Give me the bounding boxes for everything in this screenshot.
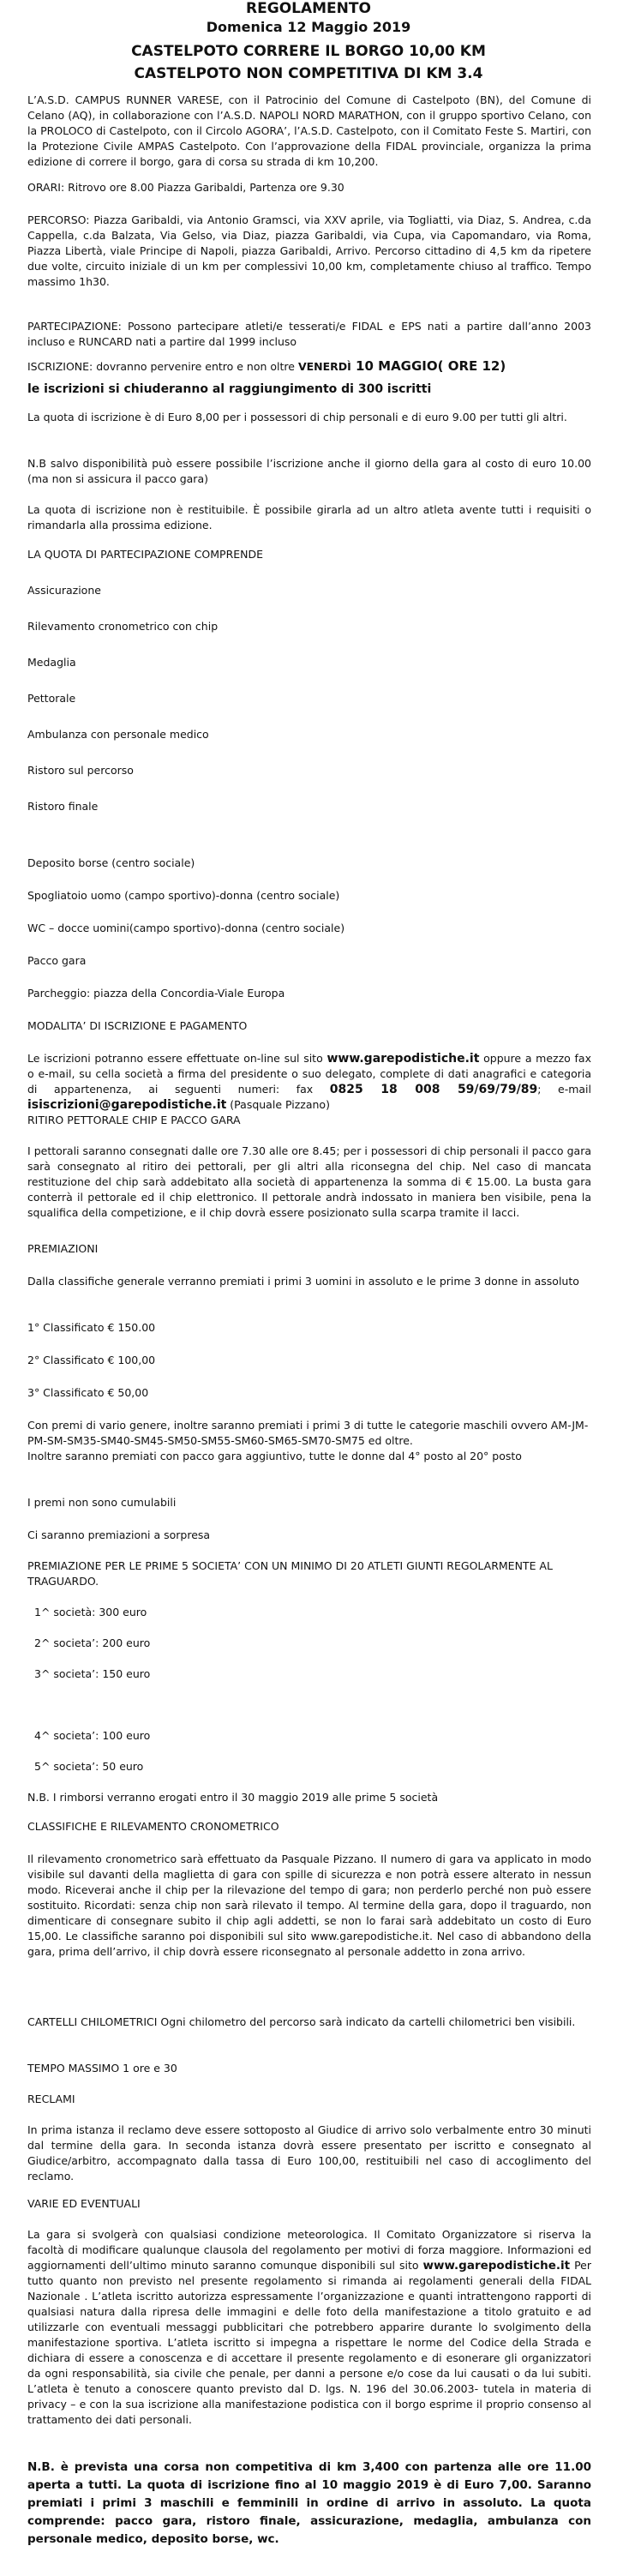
orari-paragraph: ORARI: Ritrovo ore 8.00 Piazza Garibaldi, Partenza ore 9.30 [27, 181, 344, 194]
premio-item: 2° Classificato € 100,00 [27, 1354, 156, 1366]
varie-text: Per tutto quanto non previsto nel presente regolamento si rimanda ai regolamenti generali della FIDAL Nazionale . L’atleta iscritto autorizza espressamente l’organizzazione e quanti intrattengono rapporti di qualsiasi natura dalla ripresa delle immagini e delle foto della manifestazione a titolo gratuito e ad utilizzarle con eventuali messaggi pubblicitari che potrebbero apparire durante lo svolgimento della manifestazione sportiva. L’atleta iscritto si impegna a rispettare le norme del Codice della Strada e dichiara di essere a conoscenza e di accettare il presente regolamento e di esonerare gli organizzatori da ogni responsabilità, sia civile che penale, per danni a persone e/o cose da lui causati o da lui subiti. L’atleta è tenuto a conoscere quanto previsto dal D. lgs. N. 196 del 30.06.2003- tutela in materia di privacy – e con la sua iscrizione alla manifestazione podistica con il borgo esprime il proprio consenso al trattamento dei dati personali. [27, 2259, 591, 2426]
servizio-item: Deposito borse (centro sociale) [27, 856, 195, 869]
quota-item: Assicurazione [27, 584, 101, 597]
societa-item: 4^ societa’: 100 euro [34, 1729, 151, 1742]
servizio-item: WC – docce uomini(campo sportivo)-donna (centro sociale) [27, 922, 345, 934]
event-date: Domenica 12 Maggio 2019 [206, 19, 411, 35]
societa-heading: PREMIAZIONE PER LE PRIME 5 SOCIETA’ CON UN MINIMO DI 20 ATLETI GIUNTI REGOLARMENTE AL TRAGUARDO. [27, 1559, 553, 1588]
societa-item: 3^ societa’: 150 euro [34, 1667, 151, 1680]
quota-item: Ambulanza con personale medico [27, 728, 209, 741]
nb-giorno-gara: N.B salvo disponibilità può essere possibile l’iscrizione anche il giorno della gara al costo di euro 10.00 (ma non si assicura il pacco gara) [27, 457, 591, 485]
non-restituibile: La quota di iscrizione non è restituibile. È possibile girarla ad un altro atleta avente tutti i requisiti o rimandarla alla prossima edizione. [27, 503, 591, 531]
tempo-massimo: TEMPO MASSIMO 1 ore e 30 [27, 2062, 177, 2075]
quota-item: Medaglia [27, 656, 76, 669]
societa-item: 5^ societa’: 50 euro [34, 1760, 144, 1773]
modalita-text: Le iscrizioni potranno essere effettuate on-line sul sito [27, 1052, 327, 1065]
quota-item: Rilevamento cronometrico con chip [27, 620, 219, 633]
servizio-item: Pacco gara [27, 954, 87, 967]
sorpresa: Ci saranno premiazioni a sorpresa [27, 1528, 211, 1541]
rimborsi-note: N.B. I rimborsi verranno erogati entro il 30 maggio 2019 alle prime 5 società [27, 1791, 439, 1804]
iscrizione-paragraph [27, 358, 591, 375]
nb-non-competitiva: N.B. è prevista una corsa non competitiva di km 3,400 con partenza alle ore 11.00 aperta a tutti. La quota di iscrizione fino al 10 maggio 2019 è di Euro 7,00. Saranno premiati i primi 3 maschili e femminili in ordine di arrivo in assoluto. La quota comprende: pacco gara, ristoro finale, assicurazione, medaglia, ambulanza con personale medico, deposito borse, wc. [27, 2460, 591, 2546]
event-line-2: CASTELPOTO NON COMPETITIVA DI KM 3.4 [134, 65, 483, 82]
quota-heading: LA QUOTA DI PARTECIPAZIONE COMPRENDE [27, 548, 264, 561]
servizio-item: Spogliatoio uomo (campo sportivo)-donna (centro sociale) [27, 889, 340, 902]
varie-text: La gara si svolgerà con qualsiasi condizione meteorologica. Il Comitato Organizzatore si riserva la facoltà di modificare qualunque clausola del regolamento per motivi di forza maggiore. Informazioni ed aggiornamenti dell’ultimo minuto saranno comunque disponibili sul sito [27, 2228, 591, 2272]
classifiche-paragraph: Il rilevamento cronometrico sarà effettuato da Pasquale Pizzano. Il numero di gara va applicato in modo visibile sul davanti della maglietta di gara con spille di sicurezza e non potrà essere alterato in nessun modo. Riceverai anche il chip per la rilevazione del tempo di gara; non perderlo perché non può essere sostituito. Ricordati: senza chip non sarà rilevato il tempo. Al termine della gara, dopo il traguardo, non dimenticare di consegnare subito il chip agli addetti, se non lo farai sarà addebitato un costo di Euro 15,00. Le classifiche saranno poi disponibili sul sito www.garepodistiche.it. Nel caso di abbandono della gara, prima dell’arrivo, il chip dovrà essere riconsegnato al personale addetto in zona arrivo. [27, 1852, 591, 1958]
varie-heading: VARIE ED EVENTUALI [27, 2197, 141, 2210]
iscrizione-day: VENERDÌ [297, 360, 351, 373]
percorso-paragraph: PERCORSO: Piazza Garibaldi, via Antonio Gramsci, via XXV aprile, via Togliatti, via Diaz, S. Andrea, c.da Cappella, c.da Balzata, Via Gelso, via Diaz, piazza Garibaldi, via Cupa, via Capomandaro, via Roma, Piazza Libertà, viale Principe di Napoli, piazza Garibaldi, Arrivo. Percorso cittadino di 4,5 km da ripetere due volte, circuito iniziale di un km per complessivi 10,00 km, completamente chiuso al traffico. Tempo massimo 1h30. [27, 213, 591, 288]
premiazioni-heading: PREMIAZIONI [27, 1242, 99, 1255]
site-link[interactable]: www.garepodistiche.it [326, 1052, 480, 1066]
iscrizione-prefix: ISCRIZIONE: dovranno pervenire entro e non oltre [27, 360, 298, 373]
doc-title: REGOLAMENTO [246, 0, 371, 17]
quota-item: Ristoro sul percorso [27, 764, 134, 777]
iscrizione-date: 10 MAGGIO( ORE 12) [350, 358, 506, 374]
fax-number: 0825 18 008 59/69/79/89 [329, 1083, 538, 1096]
event-line-1: CASTELPOTO CORRERE IL BORGO 10,00 KM [131, 43, 486, 60]
cumulabili: I premi non sono cumulabili [27, 1496, 177, 1509]
reclami-paragraph: In prima istanza il reclamo deve essere sottoposto al Giudice di arrivo solo verbalmente entro 30 minuti dal termine della gara. In seconda istanza dovrà essere presentato per iscritto e consegnato al Giudice/arbitro, accompagnato dalla tassa di Euro 100,00, restituibili nel caso di accoglimento del reclamo. [27, 2123, 591, 2183]
cartelli-paragraph: CARTELLI CHILOMETRICI Ogni chilometro del percorso sarà indicato da cartelli chilometrici ben visibili. [27, 2015, 576, 2028]
societa-item: 2^ societa’: 200 euro [34, 1636, 151, 1649]
societa-item: 1^ società: 300 euro [34, 1606, 147, 1618]
site-link[interactable]: www.garepodistiche.it [422, 2259, 571, 2273]
quota-item: Pettorale [27, 692, 76, 705]
modalita-text: (Pasquale Pizzano) [226, 1098, 330, 1111]
quota-paragraph: La quota di iscrizione è di Euro 8,00 per i possessori di chip personali e di euro 9.00 per tutti gli altri. [27, 411, 567, 423]
categorie-paragraph: Con premi di vario genere, inoltre saranno premiati i primi 3 di tutte le categorie maschili ovvero AM-JM-PM-SM-SM35-SM40-SM45-SM50-SM55-SM60-SM65-SM70-SM75 ed oltre. [27, 1419, 589, 1447]
classifiche-heading: CLASSIFICHE E RILEVAMENTO CRONOMETRICO [27, 1820, 279, 1833]
varie-paragraph [27, 2227, 591, 2428]
chiusura-iscrizioni: le iscrizioni si chiuderanno al raggiungimento di 300 iscritti [27, 382, 432, 396]
servizio-item: Parcheggio: piazza della Concordia-Viale Europa [27, 987, 285, 1000]
categorie-donne: Inoltre saranno premiati con pacco gara aggiuntivo, tutte le donne dal 4° posto al 20° posto [27, 1450, 522, 1462]
modalita-text: ; e-mail [537, 1083, 592, 1096]
modalita-paragraph [27, 1051, 591, 1113]
email-link[interactable]: isiscrizioni@garepodistiche.it [27, 1098, 227, 1112]
ritiro-paragraph: I pettorali saranno consegnati dalle ore 7.30 alle ore 8.45; per i possessori di chip personali il pacco gara sarà consegnato al ritiro dei pettorali, per gli altri alla riconsegna del chip. Nel caso di mancata restituzione del chip sarà addebitato alla società di appartenenza la somma di € 15.00. La busta gara conterrà il pettorale ed il chip elettronico. Il pettorale andrà indossato in maniera ben visibile, pena la squalifica della competizione, e il chip dovrà essere posizionato sulla scarpa tramite il lacci. [27, 1144, 591, 1219]
partecipazione-paragraph: PARTECIPAZIONE: Possono partecipare atleti/e tesserati/e FIDAL e EPS nati a partire dall’anno 2003 incluso e RUNCARD nati a partire dal 1999 incluso [27, 320, 591, 348]
premio-item: 1° Classificato € 150.00 [27, 1321, 156, 1334]
ritiro-heading: RITIRO PETTORALE CHIP E PACCO GARA [27, 1114, 241, 1126]
quota-item: Ristoro finale [27, 800, 99, 813]
premiazioni-intro: Dalla classifiche generale verranno premiati i primi 3 uomini in assoluto e le prime 3 donne in assoluto [27, 1275, 579, 1288]
premio-item: 3° Classificato € 50,00 [27, 1386, 149, 1399]
reclami-heading: RECLAMI [27, 2093, 75, 2105]
modalita-heading: MODALITA’ DI ISCRIZIONE E PAGAMENTO [27, 1019, 248, 1032]
intro-paragraph: L’A.S.D. CAMPUS RUNNER VARESE, con il Patrocinio del Comune di Castelpoto (BN), del Comune di Celano (AQ), in collaborazione con l’A.S.D. NAPOLI NORD MARATHON, con il gruppo sportivo Celano, con la PROLOCO di Castelpoto, con il Circolo AGORA’, l’A.S.D. Castelpoto, con il Comitato Feste S. Martiri, con la Protezione Civile AMPAS Castelpoto. Con l’approvazione della FIDAL provinciale, organizza la prima edizione di correre il borgo, gara di corsa su strada di km 10,200. [27, 93, 591, 168]
modalita-text: oppure a mezzo fax o e-mail, su cella società a firma del presidente o suo delegato, complete di dati anagrafici e categoria di appartenenza, ai seguenti numeri: fax [27, 1052, 591, 1096]
